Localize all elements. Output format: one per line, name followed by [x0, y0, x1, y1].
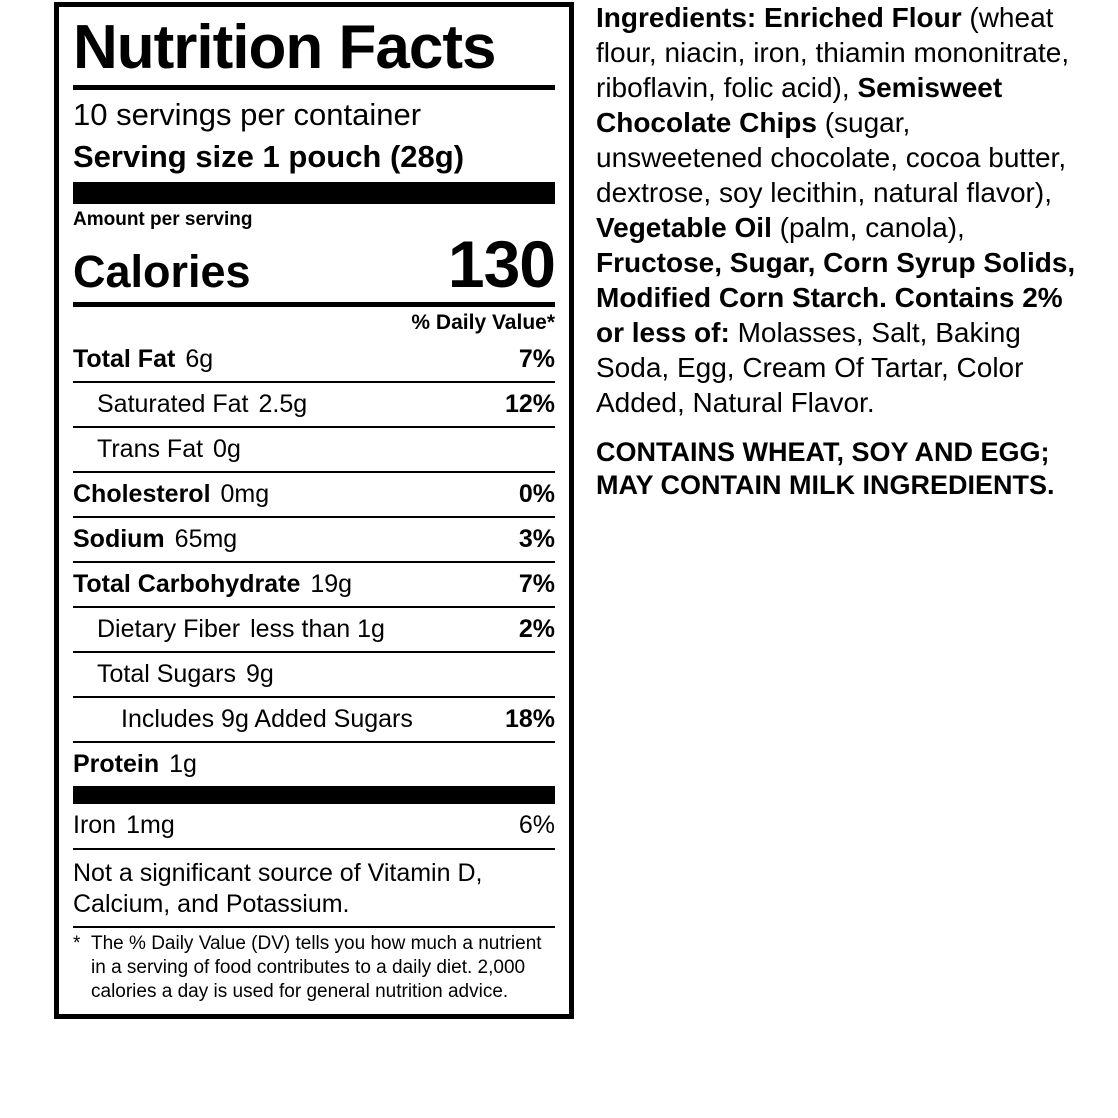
nutrient-amount: 0g: [213, 435, 241, 463]
nutrient-amount: 0mg: [220, 480, 270, 508]
calories-label: Calories: [73, 246, 251, 297]
nutrient-row: [73, 428, 555, 471]
amount-per-serving-label: Amount per serving: [73, 209, 253, 230]
nutrient-daily-value: 2%: [518, 615, 555, 643]
nutrient-name-amount: [97, 614, 385, 645]
nutrient-name-amount: [73, 524, 237, 555]
nutrient-row: [73, 518, 555, 561]
ingredients-column: [596, 0, 1076, 529]
ingredient-detail: Molasses, Salt, Baking Soda, Egg, Cream Of Tartar, Color Added, Natural Flavor.: [596, 317, 1024, 418]
nutrient-daily-value: 12%: [504, 390, 555, 418]
nutrient-row: [73, 608, 555, 651]
ingredient-detail: (wheat flour, niacin, iron, thiamin mononitrate, riboflavin, folic acid),: [596, 2, 1070, 103]
ingredient-emphasis: Semisweet Chocolate Chips: [596, 72, 1003, 138]
servings-per-container: 10 servings per container: [73, 97, 422, 132]
nutrient-name: Trans Fat: [97, 435, 204, 463]
nutrient-name: Dietary Fiber: [97, 615, 241, 643]
serving-size: Serving size 1 pouch (28g): [73, 139, 465, 174]
footnote-star: *: [73, 933, 81, 954]
not-significant-note: Not a significant source of Vitamin D, Calcium, and Potassium.: [73, 859, 483, 918]
vitamin-rows: [73, 804, 555, 848]
nutrient-row: [73, 473, 555, 516]
nutrient-amount: 19g: [310, 570, 353, 598]
nutrient-row: [73, 698, 555, 741]
nutrient-name-amount: [73, 344, 213, 375]
calories-value: 130: [447, 227, 555, 301]
nutrient-daily-value: 3%: [518, 525, 555, 553]
daily-value-footnote: [73, 928, 555, 1008]
nutrient-name: Cholesterol: [73, 480, 211, 508]
nutrient-daily-value: 18%: [504, 705, 555, 733]
daily-value-header: % Daily Value*: [411, 311, 555, 334]
footnote-text: The % Daily Value (DV) tells you how much a nutrient in a serving of food contributes to a daily diet. 2,000 calories a day is used for general nutrition advice.: [91, 933, 542, 1002]
nutrient-name: Protein: [73, 750, 160, 778]
nutrient-name: Total Fat: [73, 345, 176, 373]
divider-thick: [73, 786, 555, 804]
nutrient-name-amount: [73, 749, 197, 780]
nutrient-row: [73, 338, 555, 381]
nutrient-daily-value: 7%: [518, 570, 555, 598]
ingredient-detail: (palm, canola),: [771, 212, 965, 243]
nutrient-amount: 65mg: [174, 525, 238, 553]
nutrient-name-amount: [97, 389, 307, 420]
vitamin-name: Iron: [73, 811, 117, 839]
nutrient-name-amount: [73, 569, 352, 600]
nutrient-name: Saturated Fat: [97, 390, 249, 418]
nutrient-name: Includes 9g Added Sugars: [121, 705, 413, 733]
nutrient-rows: [73, 338, 555, 786]
nutrient-row: [73, 563, 555, 606]
divider-thick: [73, 182, 555, 204]
nutrient-amount: 9g: [245, 660, 274, 688]
nutrient-amount: 2.5g: [258, 390, 308, 418]
vitamin-amount: 1mg: [126, 811, 175, 839]
nutrient-name-amount: [73, 479, 269, 510]
nutrient-name: Total Sugars: [97, 660, 236, 688]
ingredients-text: [596, 0, 1076, 420]
ingredient-emphasis: Fructose, Sugar, Corn Syrup Solids, Modified Corn Starch. Contains 2% or less of:: [596, 247, 1076, 348]
nutrition-facts-panel: [54, 2, 574, 1019]
ingredient-emphasis: Vegetable Oil: [596, 212, 772, 243]
nutrient-row: [73, 743, 555, 786]
nutrient-name: Sodium: [73, 525, 165, 553]
allergen-statement: CONTAINS WHEAT, SOY AND EGG; MAY CONTAIN MILK INGREDIENTS.: [596, 437, 1055, 500]
nutrient-row: [73, 653, 555, 696]
nutrient-name-amount: [97, 434, 241, 465]
nutrient-amount: less than 1g: [250, 615, 385, 643]
nutrient-name: Total Carbohydrate: [73, 570, 301, 598]
ingredient-detail: (sugar, unsweetened chocolate, cocoa butter, dextrose, soy lecithin, natural flavor),: [596, 107, 1067, 208]
nutrient-row: [73, 383, 555, 426]
nutrient-name-amount: [97, 659, 274, 690]
nutrient-amount: 1g: [169, 750, 197, 778]
nutrient-daily-value: 7%: [518, 345, 555, 373]
ingredient-emphasis: Ingredients: Enriched Flour: [596, 2, 962, 33]
vitamin-daily-value: 6%: [518, 811, 555, 839]
nutrient-amount: 6g: [185, 345, 214, 373]
nutrient-daily-value: 0%: [518, 480, 555, 508]
vitamin-row: [73, 804, 555, 848]
vitamin-name-amount: [73, 810, 175, 841]
nutrient-name-amount: [121, 704, 413, 735]
calories-row: [73, 227, 555, 302]
nutrition-facts-title: Nutrition Facts: [73, 13, 496, 82]
